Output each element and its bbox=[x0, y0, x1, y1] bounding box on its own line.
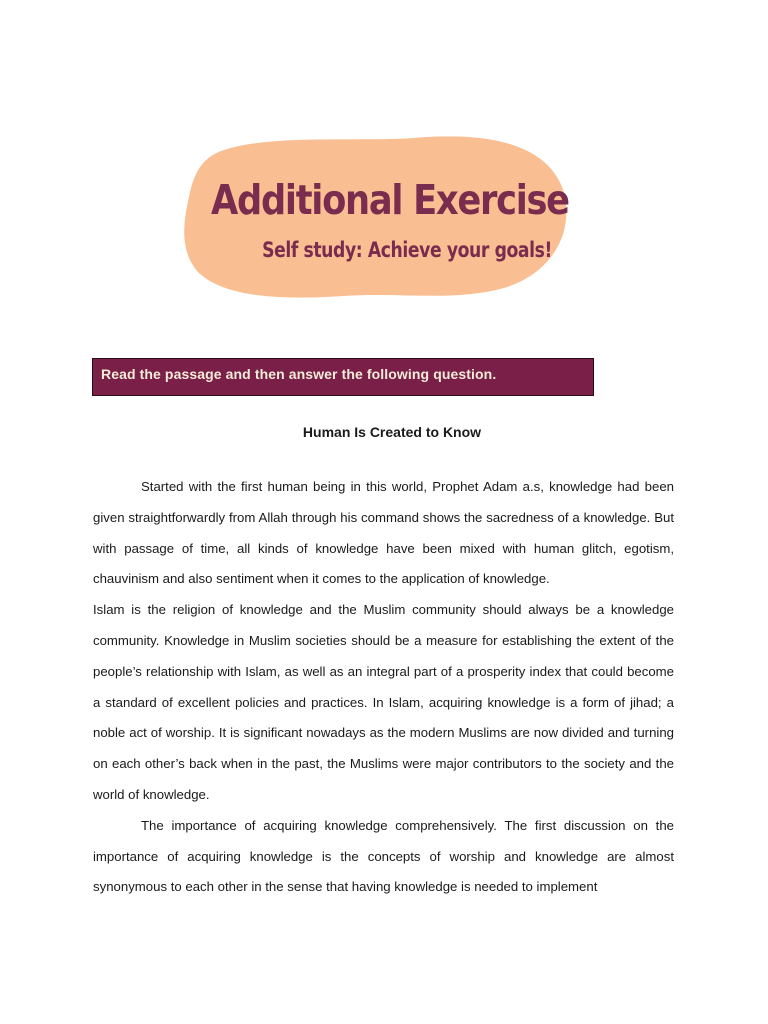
badge-title: Additional Exercise bbox=[211, 176, 569, 224]
header-badge bbox=[184, 132, 570, 300]
passage-title: Human Is Created to Know bbox=[302, 424, 482, 440]
passage-paragraph-3: The importance of acquiring knowledge comprehensively. The first discussion on the importance of acquiring knowledge is the concepts of worship and knowledge are almost synonymous to each other in the sense that having knowledge is needed to implement bbox=[93, 817, 674, 895]
instruction-banner: Read the passage and then answer the following question. bbox=[92, 358, 594, 396]
passage-paragraph-2: Islam is the religion of knowledge and the Muslim community should always be a knowledge community. Knowledge in Muslim societies should be a measure for establishing the extent of the people’s relationship with Islam, as well as an integral part of a prosperity index that could become a standard of excellent policies and practices. In Islam, acquiring knowledge is a form of jihad; a noble act of worship. It is significant nowadays as the modern Muslims are now divided and turning on each other’s back when in the past, the Muslims were major contributors to the society and the world of knowledge. bbox=[93, 602, 674, 802]
badge-subtitle: Self study: Achieve your goals! bbox=[262, 238, 552, 262]
passage-body bbox=[93, 472, 674, 903]
passage-paragraph-1: Started with the first human being in this world, Prophet Adam a.s, knowledge had been given straightforwardly from Allah through his command shows the sacredness of a knowledge. But with passage of time, all kinds of knowledge have been mixed with human glitch, egotism, chauvinism and also sentiment when it comes to the application of knowledge. bbox=[93, 479, 674, 587]
